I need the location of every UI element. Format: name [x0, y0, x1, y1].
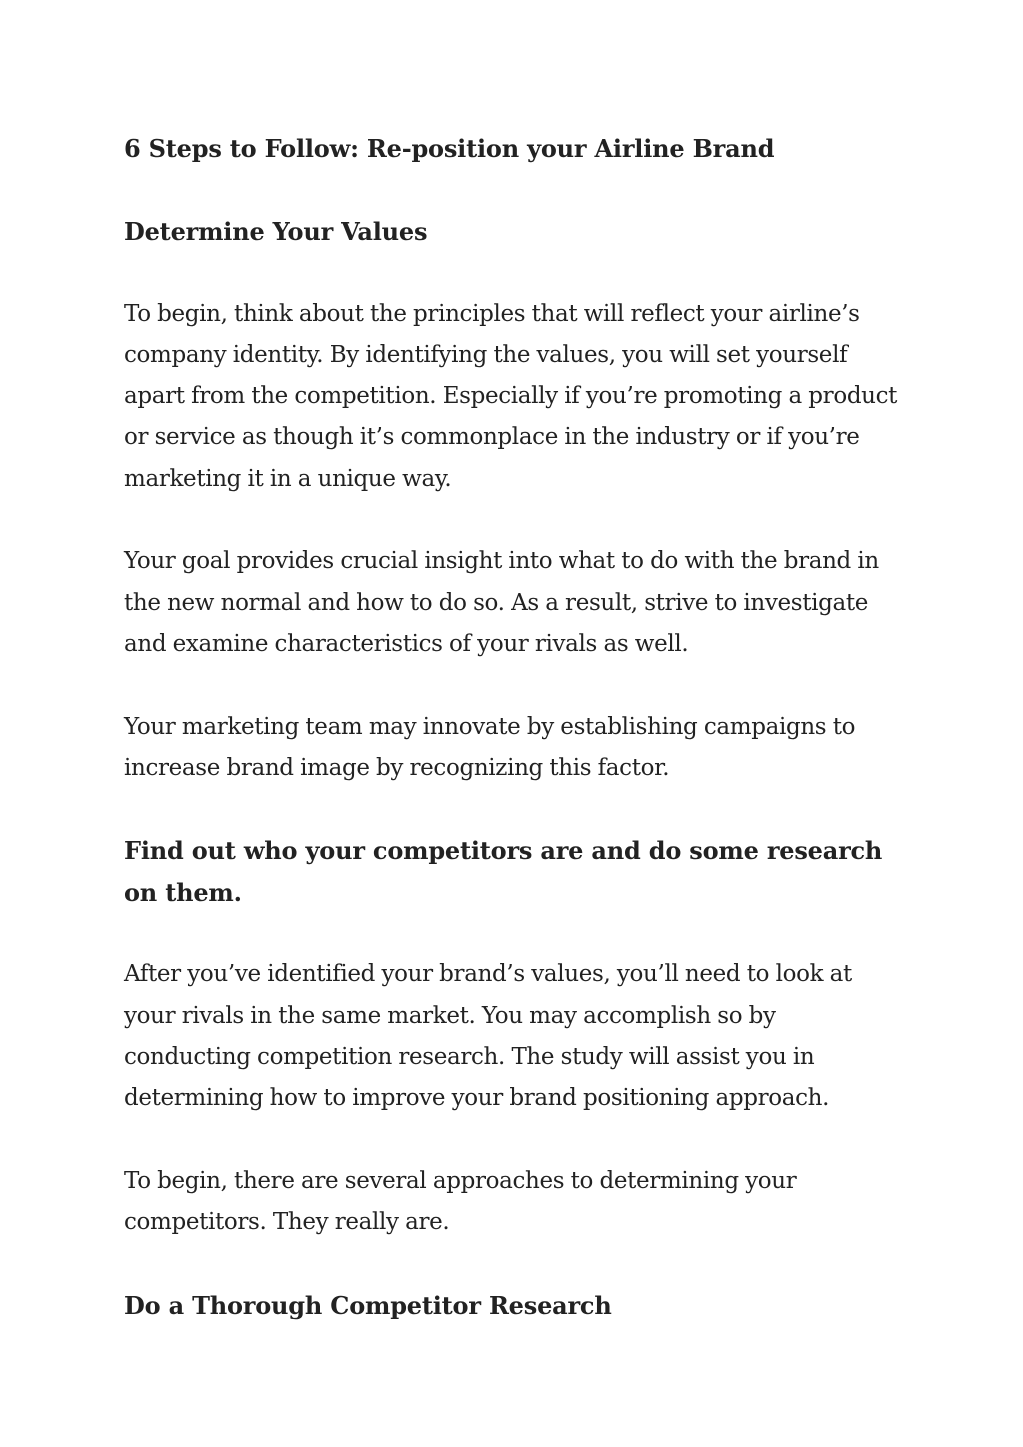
- document-title: 6 Steps to Follow: Re-position your Airline Brand: [124, 134, 775, 163]
- paragraph: Your goal provides crucial insight into what to do with the brand in the new normal and how to do so. As a result, strive to investigate and examine characteristics of your rivals as well.: [124, 548, 879, 657]
- paragraph: After you’ve identified your brand’s values, you’ll need to look at your rivals in the same market. You may accomplish so by conducting competition research. The study will assist you in determining how to improve your brand positioning approach.: [124, 961, 852, 1112]
- paragraph: To begin, think about the principles that will reflect your airline’s company identity. By identifying the values, you will set yourself apart from the competition. Especially if you’re promoting a product or service as though it’s commonplace in the industry or if you’re marketing it in a unique way.: [124, 300, 898, 492]
- document-page: [124, 128, 904, 1367]
- section-heading-competitors: Find out who your competitors are and do some research on them.: [124, 836, 883, 907]
- section-heading-values: Determine Your Values: [124, 217, 428, 246]
- paragraph: Your marketing team may innovate by establishing campaigns to increase brand image by recognizing this factor.: [124, 713, 856, 781]
- paragraph: To begin, there are several approaches to determining your competitors. They really are.: [124, 1167, 797, 1236]
- section-heading-research: Do a Thorough Competitor Research: [124, 1290, 612, 1320]
